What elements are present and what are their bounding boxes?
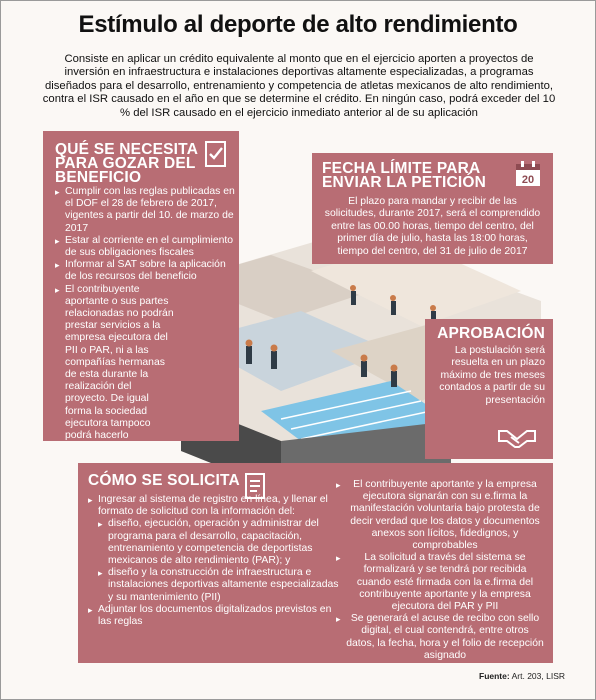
application-signing-list bbox=[336, 479, 544, 662]
list-item: ▸ Informar al SAT sobre la aplicación de los recursos del beneficio bbox=[55, 259, 235, 283]
source-note: Fuente: Art. 203, LISR bbox=[479, 671, 565, 681]
approval-panel bbox=[425, 319, 553, 459]
application-panel bbox=[78, 463, 553, 663]
approval-heading: APROBACIÓN bbox=[437, 325, 545, 342]
handshake-icon bbox=[497, 423, 537, 451]
deadline-heading: FECHA LÍMITE PARA ENVIAR LA PETICIÓN bbox=[322, 160, 487, 191]
sub-item: ▸ diseño, ejecución, operación y administrar del programa para el desarrollo, capacitación, entrenamiento y competencia de deportistas mexicanos de alto rendimiento (PAR); y bbox=[98, 518, 344, 567]
deadline-panel bbox=[312, 153, 553, 264]
application-heading: CÓMO SE SOLICITA bbox=[88, 472, 240, 489]
application-steps-list bbox=[88, 494, 344, 628]
page-title: Estímulo al deporte de alto rendimiento bbox=[78, 11, 518, 38]
calendar-icon bbox=[513, 159, 543, 189]
requirements-heading: QUÉ SE NECESITA PARA GOZAR DEL BENEFICIO bbox=[55, 141, 198, 186]
list-item: ▸ Ingresar al sistema de registro en línea, y llenar el formato de solicitud con la información del: ▸ diseño, ejecución, operación y administrar del programa para el desarrollo, capacitación, entrenamiento y competencia de deportistas mexicanos de alto rendimiento (PAR); y ▸ diseño y la construcción de infraestructura e instalaciones deportivas altamente especializadas y su mantenimiento (PII) bbox=[88, 494, 344, 604]
list-item: ▸ Adjuntar los documentos digitalizados previstos en las reglas bbox=[88, 604, 344, 628]
checklist-icon bbox=[203, 139, 229, 169]
list-item: ▸ El contribuyente aportante y la empresa ejecutora signarán con su e.firma la manifestación voluntaria bajo protesta de decir verdad que los datos y documentos anexos son lícitos, fidedignos, y comprobables bbox=[336, 479, 544, 552]
deadline-text: El plazo para mandar y recibir de las solicitudes, durante 2017, será el comprendido entre las 00.00 horas, tiempo del centro, del primer día de julio, hasta las 18:00 horas, tiempo del centro, del 31 de julio de 2017 bbox=[324, 196, 541, 257]
list-item: ▸ Se generará el acuse de recibo con sello digital, el cual contendrá, entre otros datos, la fecha, hora y el folio de recepción asignado bbox=[336, 613, 544, 662]
calendar-day: 20 bbox=[521, 174, 535, 186]
approval-text: La postulación será resuelta en un plazo máximo de tres meses contados a partir de su presentación bbox=[439, 345, 545, 406]
list-item: ▸ La solicitud a través del sistema se formalizará y se tendrá por recibida cuando esté firmada con la e.firma del contribuyente aportante y la empresa ejecutora del PAR y PII bbox=[336, 552, 544, 613]
list-item: ▸ El contribuyente aportante o sus partes relacionadas no podrán prestar servicios a la empresa ejecutora del PII o PAR, ni a las compañías hermanas de esta durante la realización del proyecto. De igual forma la sociedad ejecutora tampoco podrá hacerlo bbox=[55, 284, 175, 443]
requirements-panel bbox=[43, 131, 239, 441]
list-item: ▸ Cumplir con las reglas publicadas en el DOF el 28 de febrero de 2017, vigentes a partir del 10. de marzo de 2017 bbox=[55, 186, 235, 235]
intro-paragraph: Consiste en aplicar un crédito equivalente al monto que en el ejercicio aporten a proyectos de inversión en infraestructura e instalaciones deportivas altamente especializadas, a programas diseñados para el desarrollo, entrenamiento y competencia de atletas mexicanos de alto rendimiento, contra el ISR causado en el año en que se determine el crédito. En ningún caso, podrá exceder del 10 % del ISR causado en el ejercicio inmediato anterior al de su aplicación bbox=[42, 53, 556, 119]
requirements-list bbox=[55, 186, 235, 442]
sub-item: ▸ diseño y la construcción de infraestructura e instalaciones deportivas altamente especializadas y su mantenimiento (PII) bbox=[98, 567, 344, 604]
list-item: ▸ Estar al corriente en el cumplimiento de sus obligaciones fiscales bbox=[55, 235, 235, 259]
